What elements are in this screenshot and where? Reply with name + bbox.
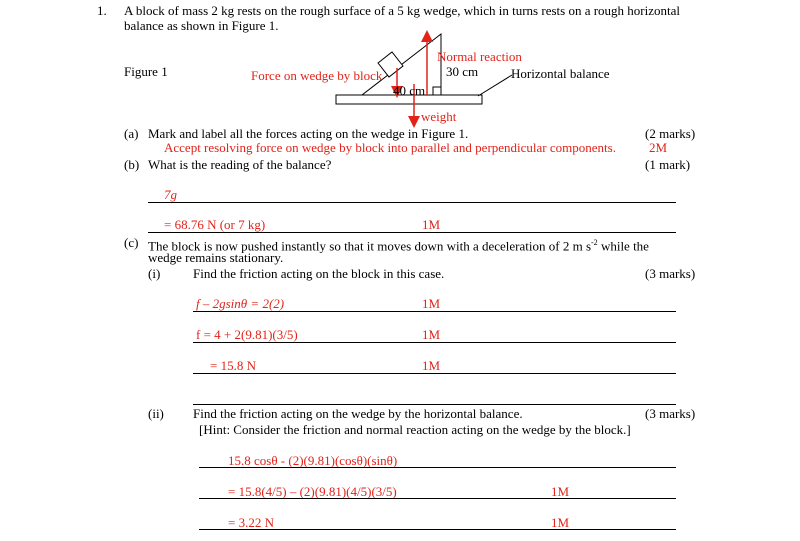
part-a-label: (a) (124, 126, 139, 141)
part-c-i-marks: (3 marks) (645, 266, 696, 281)
answer-line (193, 373, 676, 374)
part-c-i-answer1: f – 2gsinθ = 2(2) (196, 296, 285, 311)
part-c-ii-hint: [Hint: Consider the friction and normal reaction acting on the wedge by the block.] (199, 422, 631, 437)
part-c-ii-answer2-mark: 1M (551, 484, 570, 499)
part-b-answer2-marks: 1M (422, 217, 441, 232)
part-c-i-text: Find the friction acting on the block in this case. (193, 266, 445, 281)
question-intro-line2: balance as shown in Figure 1. (124, 18, 279, 33)
answer-line (193, 404, 676, 405)
part-b-label: (b) (124, 157, 140, 172)
part-b-marks: (1 mark) (645, 157, 691, 172)
answer-line (148, 202, 676, 203)
height-label: 30 cm (446, 64, 479, 79)
part-a-answer: Accept resolving force on wedge by block into parallel and perpendicular components. (164, 140, 616, 155)
part-c-i-label: (i) (148, 266, 161, 281)
answer-line (193, 311, 676, 312)
question-number: 1. (97, 3, 107, 18)
horizontal-balance-label: Horizontal balance (511, 66, 610, 81)
part-c-text-line2: wedge remains stationary. (148, 250, 284, 265)
figure-label: Figure 1 (124, 64, 168, 79)
part-c-ii-answer3-mark: 1M (551, 515, 570, 530)
part-c-i-answer2-mark: 1M (422, 327, 441, 342)
part-c-ii-answer3: = 3.22 N (228, 515, 274, 530)
normal-reaction-label: Normal reaction (437, 49, 522, 64)
part-c-i-answer3-mark: 1M (422, 358, 441, 373)
part-c-i-answer1-mark: 1M (422, 296, 441, 311)
part-a-text: Mark and label all the forces acting on the wedge in Figure 1. (148, 126, 469, 141)
part-c-ii-text: Find the friction acting on the wedge by the horizontal balance. (193, 406, 523, 421)
force-on-wedge-label: Force on wedge by block (251, 68, 383, 83)
answer-line (148, 232, 676, 233)
part-a-marks: (2 marks) (645, 126, 696, 141)
part-c-ii-label: (ii) (148, 406, 164, 421)
part-c-ii-answer2: = 15.8(4/5) – (2)(9.81)(4/5)(3/5) (228, 484, 397, 499)
part-c-i-answer2: f = 4 + 2(9.81)(3/5) (196, 327, 298, 342)
part-c-ii-answer1: 15.8 cosθ - (2)(9.81)(cosθ)(sinθ) (228, 453, 398, 468)
part-b-answer2: = 68.76 N (or 7 kg) (164, 217, 266, 232)
part-c-label: (c) (124, 235, 139, 250)
part-c-text-line1: The block is now pushed instantly so that it moves down with a deceleration of 2 m $s^{-2}$ while the (148, 238, 649, 254)
answer-line (199, 467, 676, 468)
part-c-ii-marks: (3 marks) (645, 406, 696, 421)
answer-line (199, 529, 676, 530)
part-a-answer-marks: 2M (649, 140, 668, 155)
part-b-text: What is the reading of the balance? (148, 157, 332, 172)
answer-line (193, 342, 676, 343)
question-intro-line1: A block of mass 2 kg rests on the rough surface of a 5 kg wedge, which in turns rests on a rough horizontal (124, 3, 680, 18)
weight-label: weight (421, 109, 457, 124)
answer-line (199, 498, 676, 499)
part-b-answer1: 7g (164, 187, 177, 202)
base-label: 40 cm (393, 83, 426, 98)
part-c-i-answer3: = 15.8 N (210, 358, 256, 373)
